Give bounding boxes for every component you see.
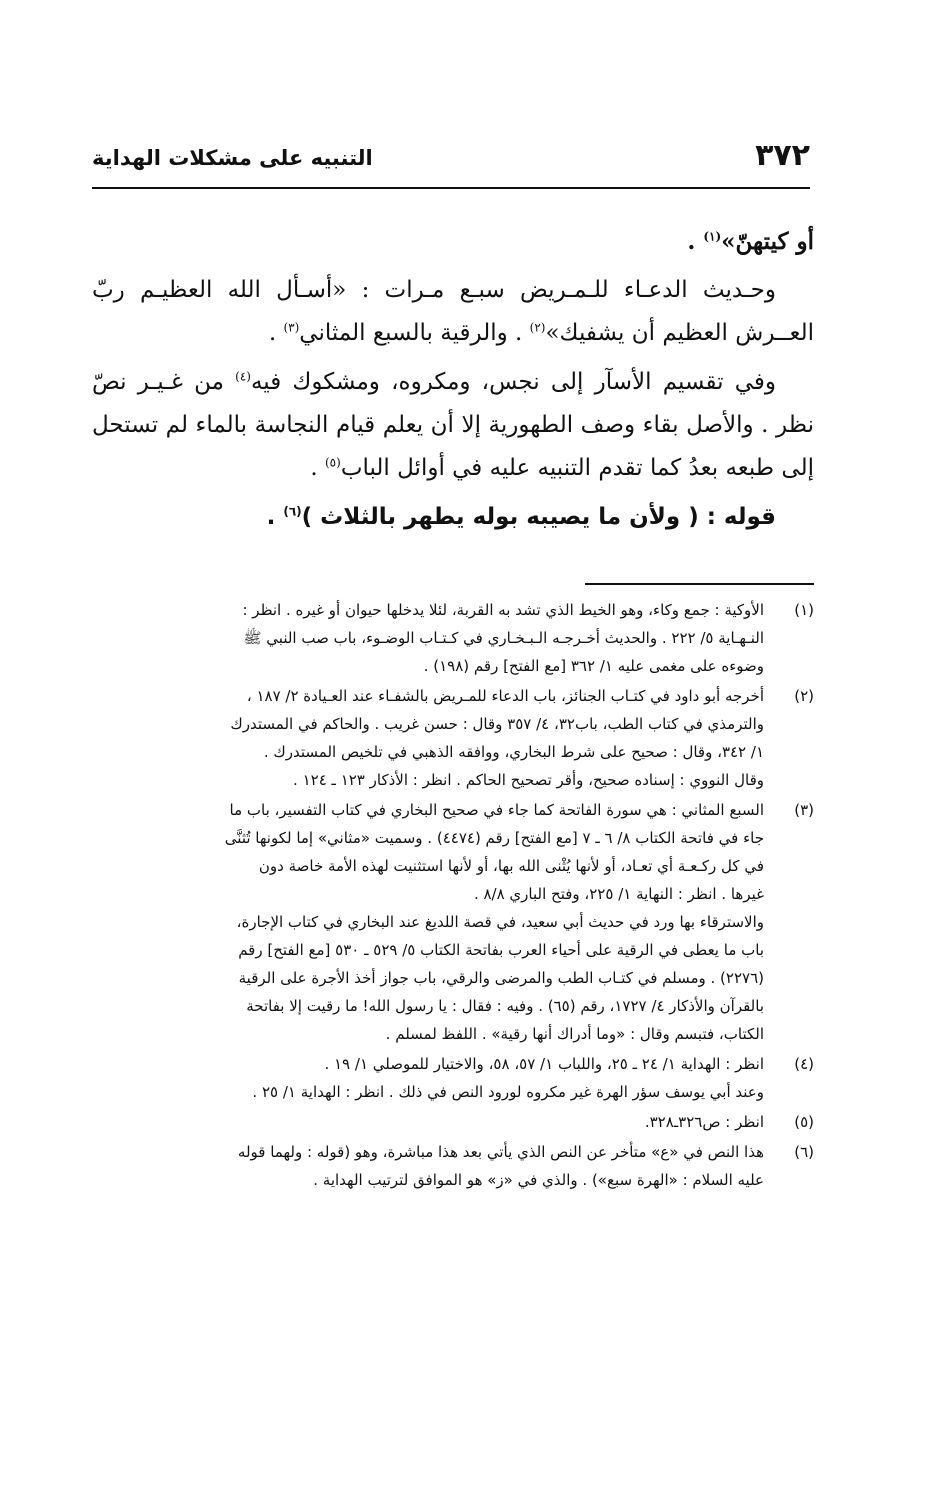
footnote-ref-1: (١): [703, 229, 722, 244]
footnote-number: (٤): [794, 1055, 814, 1073]
running-title: التنبيه على مشكلات الهداية: [92, 146, 373, 170]
quoted-statement: قوله : ( ولأن ما يصيبه بوله يطهر بالثلاث )$^{(٦)}$ .: [266, 504, 776, 530]
footnote-5: [90, 1108, 814, 1136]
footnote-line: في كل ركـعـة أي تعـاد، أو لأنها يُثْنى الله بها، أو لأنها استثنيت لهذه الأمة خاصة دون: [258, 857, 764, 875]
main-text: [92, 220, 814, 545]
footnote-line: النـهـاية ٥/ ٢٢٢ . والحديث أخـرجـه الـبـخـاري في كـتـاب الوضـوء، باب صب النبي ﷺ: [243, 629, 764, 647]
footnote-number: (٣): [794, 801, 814, 819]
paragraph-1: أو كيتهنّ»$^{(١)}$ .: [687, 228, 814, 255]
footnote-3: [90, 796, 814, 1048]
footnote-line: السبع المثاني : هي سورة الفاتحة كما جاء في صحيح البخاري في كتاب التفسير، باب ما: [229, 801, 764, 819]
footnote-line: الأوكية : جمع وكاء، وهو الخيط الذي تشد به القربة، لئلا يدخلها حيوان أو غيره . انظر :: [242, 601, 764, 619]
footnote-ref-2: (٢): [529, 320, 546, 335]
footnote-line: ١/ ٣٤٢، وقال : صحيح على شرط البخاري، ووافقه الذهبي في تلخيص المستدرك .: [263, 743, 764, 761]
page-header: [92, 138, 810, 182]
footnote-line: باب ما يعطى في الرقية على أحياء العرب بفاتحة الكتاب ٥/ ٥٢٩ ـ ٥٣٠ [مع الفتح] رقم: [238, 941, 764, 959]
footnote-4: [90, 1050, 814, 1106]
footnote-ref-6: (٦): [283, 504, 302, 519]
footnote-line: (٢٢٧٦) . ومسلم في كتـاب الطب والمرضى والرقي، باب جواز أخذ الأجرة على الرقية: [238, 969, 764, 987]
footnote-line: بالقرآن والأذكار ٤/ ١٧٢٧، رقم (٦٥) . وفيه : فقال : يا رسول الله! ما رقيت إلا بفاتحة: [246, 997, 764, 1015]
footnote-2: [90, 682, 814, 794]
footnote-line: أخرجه أبو داود في كتـاب الجنائز، باب الدعاء للمـريض بالشفـاء عند العـيادة ٢/ ١٨٧ ،: [246, 687, 764, 705]
footnote-number: (٦): [794, 1143, 814, 1161]
footnote-line: عليه السلام : «الهرة سبع») . والذي في «ز» هو الموافق لترتيب الهداية .: [313, 1171, 764, 1189]
footnotes: [90, 596, 814, 1196]
footnote-line: جاء في فاتحة الكتاب ٨/ ٦ ـ ٧ [مع الفتح] رقم (٤٤٧٤) . وسميت «مثاني» إما لكونها تُثنَّى: [224, 829, 764, 847]
footnote-divider: [585, 583, 814, 585]
footnote-1: [90, 596, 814, 680]
footnote-6: [90, 1138, 814, 1194]
footnote-line: انظر : ص٣٢٦ـ٣٢٨.: [644, 1113, 764, 1131]
footnote-line: والاسترقاء بها ورد في حديث أبي سعيد، في قصة اللديغ عند البخاري في كتاب الإجارة،: [236, 913, 764, 931]
footnote-line: الكتاب، فتبسم وقال : «وما أدراك أنها رقية» . اللفظ لمسلم .: [385, 1025, 764, 1043]
footnote-line: انظر : الهداية ١/ ٢٤ ـ ٢٥، واللباب ١/ ٥٧، ٥٨، والاختيار للموصلي ١/ ١٩ .: [324, 1055, 764, 1073]
header-divider: [92, 187, 810, 189]
footnote-line: وقال النووي : إسناده صحيح، وأقر تصحيح الحاكم . انظر : الأذكار ١٢٣ ـ ١٢٤ .: [293, 771, 764, 789]
page-number: ٣٧٢: [755, 138, 810, 173]
footnote-number: (٢): [794, 687, 814, 705]
paragraph-3: وفي تقسيم الأسآر إلى نجس، ومكروه، ومشكوك فيه$^{(٤)}$ من غـيـر نصّ نظر . والأصل بقاء وصف الطهورية إلا أن يعلم قيام النجاسة بالماء لم تستحل إلى طبعه بعدُ كما تقدم التنبيه عليه في أوائل الباب$^{(٥)}$ .: [92, 369, 814, 481]
footnote-line: غيرها . انظر : النهاية ١/ ٢٢٥، وفتح الباري ٨/٨ .: [473, 885, 764, 903]
footnote-line: هذا النص في «ع» متأخر عن النص الذي يأتي بعد هذا مباشرة، وهو (قوله : ولهما قوله: [237, 1143, 764, 1161]
footnote-line: وعند أبي يوسف سؤر الهرة غير مكروه لورود النص في ذلك . انظر : الهداية ١/ ٢٥ .: [252, 1083, 764, 1101]
paragraph-2: وحـديث الدعـاء للـمـريض سبـع مـرات : «أسـأل الله العظيـم ربّ العــرش العظيم أن يشفيك»$^{(٢)}$ . والرقية بالسبع المثاني$^{(٣)}$ .: [92, 277, 814, 346]
footnote-number: (٥): [794, 1113, 814, 1131]
footnote-ref-5: (٥): [324, 455, 341, 470]
footnote-number: (١): [794, 601, 814, 619]
footnote-ref-4: (٤): [235, 369, 251, 384]
footnote-ref-3: (٣): [283, 320, 300, 335]
footnote-line: وضوءه على مغمى عليه ١/ ٣٦٢ [مع الفتح] رقم (١٩٨) .: [423, 657, 764, 675]
footnote-line: والترمذي في كتاب الطب، باب٣٢، ٤/ ٣٥٧ وقال : حسن غريب . والحاكم في المستدرك: [230, 715, 764, 733]
